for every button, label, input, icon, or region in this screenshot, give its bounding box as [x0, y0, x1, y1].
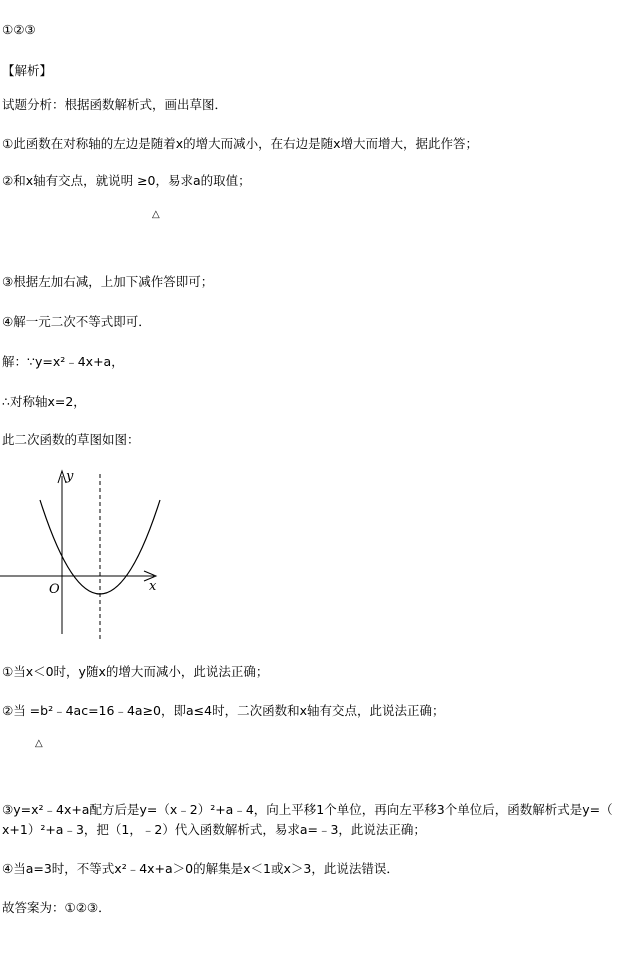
conclusion-4: ④当a=3时，不等式x²﹣4x+a＞0的解集是x＜1或x＞3，此说法错误． [2, 861, 399, 876]
analysis-point-2: ②和x轴有交点，就说明 ≥0，易求a的取值； [2, 173, 251, 188]
y-axis-label: y [66, 469, 74, 484]
parabola-sketch [0, 462, 170, 642]
delta-symbol: △ [35, 738, 43, 749]
conclusion-3-line-1: ③y=x²﹣4x+a配方后是y=（x﹣2）²+a﹣4，向上平移1个单位，再向左平移3个单位后，函数解析式是y=（ [2, 802, 613, 817]
solution-line-2: ∴对称轴x=2， [2, 394, 86, 409]
x-axis-label: x [149, 579, 157, 594]
conclusion-2: ②当 =b²﹣4ac=16﹣4a≥0，即a≤4时，二次函数和x轴有交点，此说法正确； [2, 703, 445, 718]
section-heading: 【解析】 [2, 63, 53, 78]
analysis-point-4: ④解一元二次不等式即可． [2, 314, 151, 329]
analysis-intro: 试题分析：根据函数解析式，画出草图． [2, 97, 228, 112]
analysis-point-3: ③根据左加右减，上加下减作答即可； [2, 274, 214, 289]
delta-symbol: △ [152, 209, 160, 220]
answer-line: ①②③ [2, 22, 36, 37]
conclusion-1: ①当x＜0时，y随x的增大而减小，此说法正确； [2, 664, 269, 679]
solution-line-3: 此二次函数的草图如图： [2, 432, 140, 447]
origin-label: O [49, 582, 60, 597]
analysis-point-1: ①此函数在对称轴的左边是随着x的增大而减小，在右边是随x增大而增大，据此作答； [2, 136, 479, 151]
final-answer: 故答案为：①②③． [2, 900, 111, 915]
conclusion-3-line-2: x+1）²+a﹣3，把（1，﹣2）代入函数解析式，易求a=﹣3，此说法正确； [2, 822, 426, 837]
solution-line-1: 解：∵y=x²﹣4x+a， [2, 354, 124, 369]
